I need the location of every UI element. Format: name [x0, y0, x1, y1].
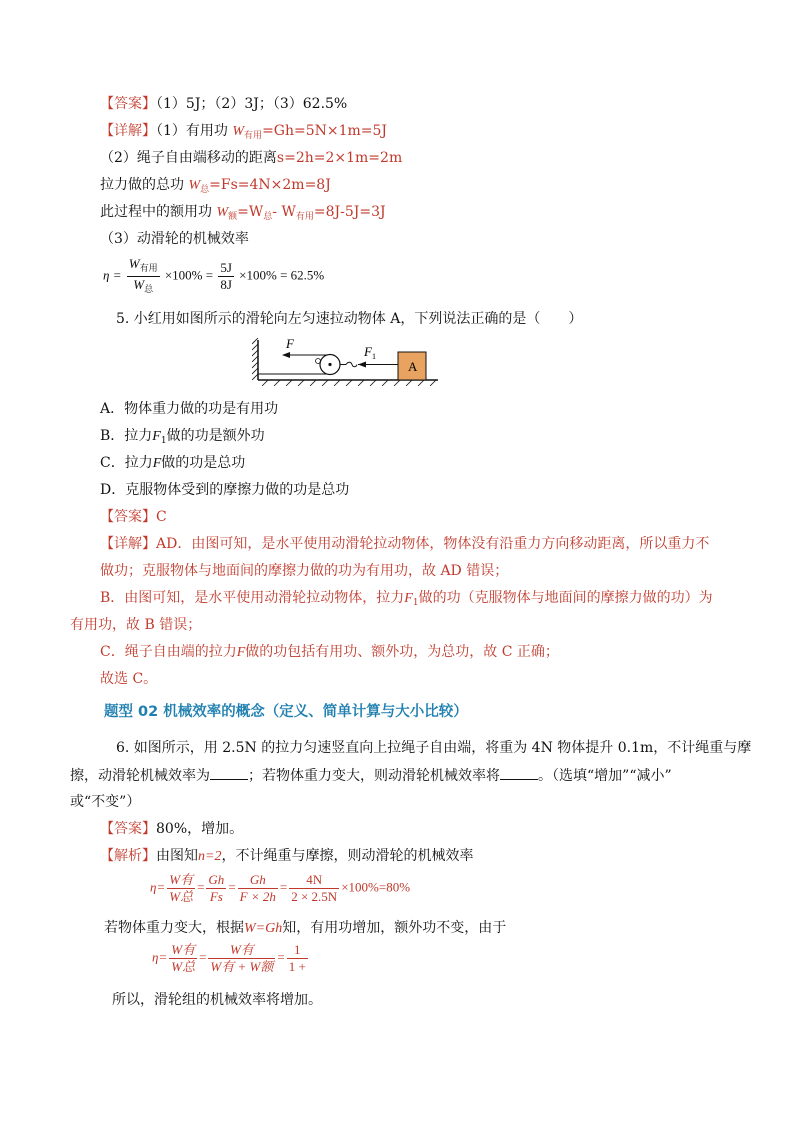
answer-blank-1[interactable]	[210, 765, 248, 780]
answer-tag: 【答案】	[100, 509, 156, 525]
question-6-line-1: 6. 如图所示，用 2.5N 的拉力匀速竖直向上拉绳子自由端，将重为 4N 物体提升 0.1m，不计绳重与摩	[116, 740, 752, 756]
analysis-text: 若物体重力变大，根据	[104, 920, 244, 936]
efficiency-equation-2: η= $\frac{\text{W有}}{\text{W总}}$ = $\frac{\text{W有}}{\text{W有 + W额}}$ = $\frac{1}{1 +}$	[152, 942, 306, 974]
analysis-line-2	[104, 918, 506, 939]
fraction	[218, 260, 234, 293]
analysis-text: 由图知	[156, 848, 198, 864]
fraction	[206, 872, 226, 905]
answer-line	[100, 94, 347, 114]
var-w: W	[232, 124, 245, 139]
fraction	[287, 942, 308, 975]
label-f1: $F_1$	[364, 344, 376, 361]
answer-tag: 【答案】	[100, 821, 156, 837]
detail-text: C．绳子自由端的拉力	[100, 644, 237, 660]
detail-text: AD．由图可知，是水平使用动滑轮拉动物体，物体没有沿重力方向移动距离，所以重力不	[156, 536, 710, 552]
efficiency-equation	[103, 256, 324, 297]
denominator: 8J	[220, 277, 232, 292]
detail-line-4	[100, 202, 386, 227]
answer-text: （1）5J；（2）3J；（3）62.5%	[156, 96, 348, 112]
label-a: A	[408, 359, 418, 374]
section-heading: 题型 02 机械效率的概念（定义、简单计算与大小比较）	[104, 704, 468, 720]
option-text: 做的功是总功	[161, 455, 246, 471]
detail-line-6: 故选 C。	[100, 671, 158, 687]
var-f: F	[152, 456, 162, 471]
numerator: W有	[208, 942, 275, 959]
equation-text: s=2h=2×1m=2m	[276, 150, 403, 166]
numerator: W有	[169, 872, 194, 887]
efficiency-equation-1: η= $\frac{\text{W有}}{\text{W总}}$ = $\frac{Gh}{Fs}$ = $\frac{Gh}{F \times 2h}$ = $\frac{4N}{2 \times 2.5N}$ ×100%=80%	[150, 872, 411, 904]
detail-line-3	[100, 588, 713, 613]
option-b	[100, 426, 265, 451]
answer-tag: 【答案】	[100, 96, 156, 112]
detail-text: B．由图可知，是水平使用动滑轮拉动物体，拉力	[100, 590, 405, 606]
detail-tag: 【详解】	[100, 536, 156, 552]
rope-loop	[316, 359, 321, 364]
answer-text: 80%，增加。	[156, 821, 244, 837]
question-text: 擦，动滑轮机械效率为	[70, 768, 210, 784]
ground-hatch	[262, 380, 436, 386]
equation-text: ×100% =	[164, 267, 214, 283]
subscript: 1	[160, 436, 167, 446]
question-text: ；若物体重力变大，则动滑轮机械效率将	[248, 768, 500, 784]
equation-text: n=2	[198, 849, 222, 864]
detail-text: （1）有用功	[156, 123, 228, 139]
detail-text: 做的功（克服物体与地面间的摩擦力做的功）为	[418, 590, 713, 606]
subscript: 总	[263, 212, 273, 222]
denominator: W	[133, 277, 145, 292]
denominator: 2 × 2.5N	[291, 889, 338, 904]
answer-text: C	[156, 509, 167, 525]
subscript: 1	[412, 598, 419, 608]
option-text: 做的功是额外功	[166, 428, 265, 444]
detail-tag: 【详解】	[100, 123, 156, 139]
eta-symbol: η=	[150, 879, 166, 895]
denominator: W总	[169, 889, 194, 904]
analysis-line-1	[100, 846, 473, 867]
denominator: W总	[171, 959, 196, 974]
numerator: 4N	[289, 872, 339, 889]
pulley-hook	[340, 362, 357, 367]
question-5-stem: 5. 小红用如图所示的滑轮向左匀速拉动物体 A，下列说法正确的是（ ）	[116, 311, 583, 327]
numerator: W	[128, 256, 140, 271]
question-6-line-3: 或“不变”）	[70, 794, 141, 810]
answer-line	[100, 819, 243, 839]
detail-text: （2）绳子自由端移动的距离	[100, 150, 277, 166]
subscript: 总	[200, 185, 210, 195]
equation-text: =Fs=4N×2m=8J	[209, 177, 331, 193]
detail-text: 拉力做的总功	[100, 177, 184, 193]
question-6-line-2	[70, 765, 672, 786]
pulley-axle	[328, 363, 331, 366]
detail-line-1	[100, 534, 709, 554]
detail-line-4: 有用功，故 B 错误；	[70, 617, 202, 633]
subscript: 有用	[139, 263, 158, 273]
denominator: Fs	[209, 889, 223, 904]
option-a: A．物体重力做的功是有用功	[100, 401, 279, 417]
denominator: F × 2h	[239, 889, 276, 904]
numerator: Gh	[208, 872, 225, 887]
detail-line-5	[100, 229, 249, 249]
equation-text: W=Gh	[244, 921, 283, 936]
detail-text: 做的功包括有用功、额外功，为总功，故 C 正确；	[245, 644, 559, 660]
var-w: W	[216, 205, 229, 220]
detail-line-1	[100, 121, 387, 146]
numerator: W有	[171, 942, 196, 957]
subscript: 有用	[244, 131, 263, 141]
var-w: W	[188, 178, 201, 193]
equation-text: =W	[237, 204, 264, 220]
eta-symbol: η=	[152, 949, 168, 965]
answer-blank-2[interactable]	[500, 765, 538, 780]
analysis-line-3: 所以，滑轮组的机械效率将增加。	[112, 992, 322, 1008]
arrow-f	[282, 352, 290, 358]
fraction	[127, 256, 160, 297]
wall-hatch	[252, 338, 258, 380]
equation-text: =8J-5J=3J	[313, 204, 386, 220]
detail-line-3	[100, 175, 331, 200]
analysis-text: 知，有用功增加，额外功不变，由于	[282, 920, 507, 936]
fraction	[289, 872, 339, 905]
option-text: B．拉力	[100, 428, 153, 444]
numerator: Gh	[238, 872, 278, 889]
var-f: F	[152, 429, 161, 444]
detail-line-2: 做功；克服物体与地面间的摩擦力做的功为有用功，故 AD 错误；	[100, 563, 509, 579]
analysis-tag: 【解析】	[100, 848, 156, 864]
answer-line	[100, 507, 167, 527]
fraction	[238, 872, 278, 905]
var-f: F	[404, 591, 413, 606]
subscript: 总	[144, 284, 154, 294]
detail-text: 此过程中的额用功	[100, 204, 212, 220]
pulley-figure	[252, 334, 442, 386]
label-f: F	[286, 336, 294, 351]
analysis-text: ，不计绳重与摩擦，则动滑轮的机械效率	[221, 848, 474, 864]
equation-text: ×100% = 62.5%	[239, 267, 325, 283]
equation-text: =Gh=5N×1m=5J	[262, 123, 388, 139]
detail-text: （3）动滑轮的机械效率	[100, 231, 249, 247]
denominator: 1 +	[288, 959, 306, 974]
numerator: 5J	[220, 260, 232, 275]
question-text: 。（选填“增加”“减小”	[538, 768, 672, 784]
detail-line-5	[100, 642, 559, 663]
option-d: D．克服物体受到的摩擦力做的功是总功	[100, 482, 350, 498]
equation-text: - W	[272, 204, 296, 220]
subscript: 有用	[295, 212, 314, 222]
subscript: 额	[228, 212, 238, 222]
option-c	[100, 453, 245, 474]
denominator: W有 + W额	[210, 959, 274, 974]
eta-symbol: η =	[103, 267, 122, 283]
arrow-f1	[358, 362, 366, 368]
detail-line-2	[100, 148, 402, 168]
numerator: 1	[287, 942, 308, 959]
fraction	[167, 872, 195, 905]
equation-text: ×100%=80%	[341, 879, 411, 895]
fraction	[169, 942, 197, 975]
option-text: C．拉力	[100, 455, 153, 471]
var-f: F	[236, 645, 246, 660]
fraction	[208, 942, 275, 975]
